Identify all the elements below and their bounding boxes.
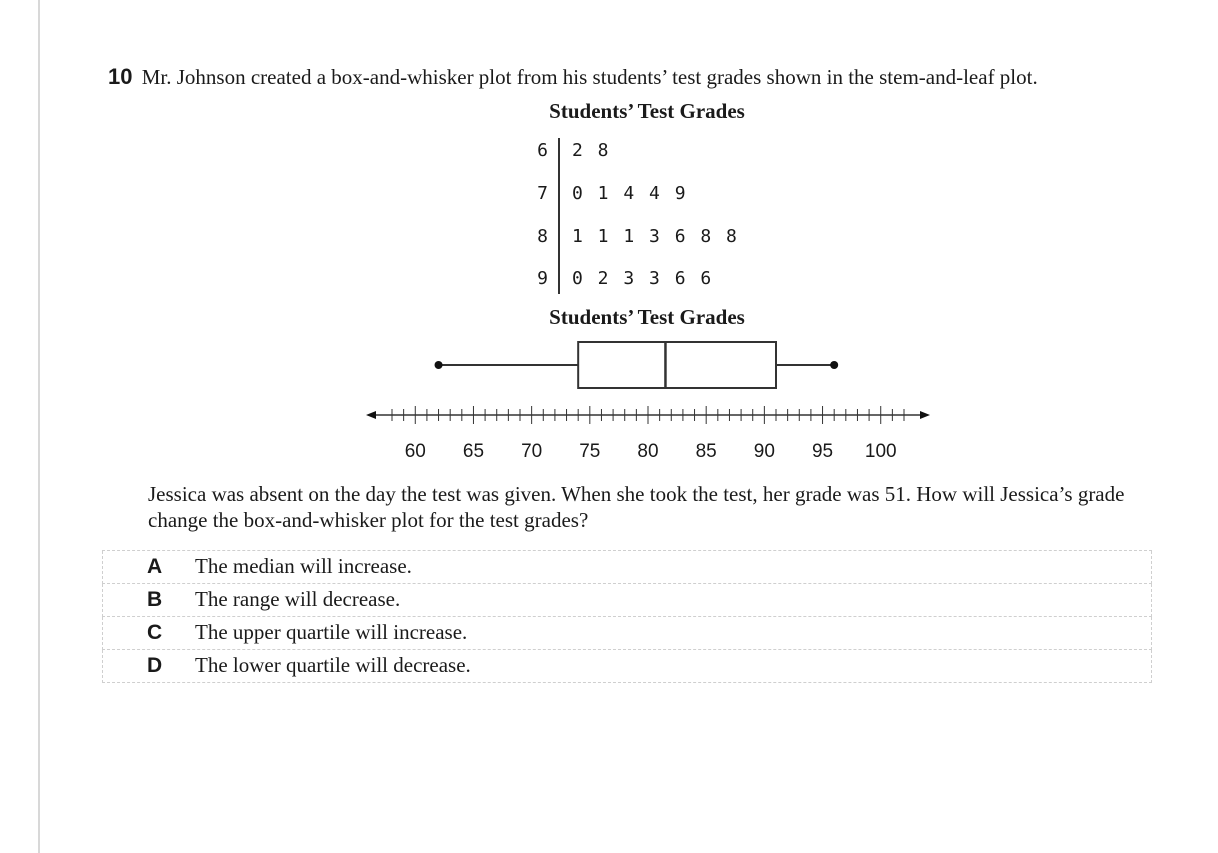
tick-label: 80 — [637, 441, 659, 462]
leaf-values: 0 1 4 4 9 — [572, 183, 688, 204]
stem-value: 6 — [537, 140, 548, 161]
question-number: 10 — [108, 64, 133, 89]
question-prompt: Jessica was absent on the day the test was given. When she took the test, her grade was 51. How will Jessica’s grade change the box-and-whisker plot for the test grades? — [148, 482, 1125, 532]
choice-c[interactable] — [102, 617, 1152, 650]
question-stem — [108, 63, 1188, 91]
stem-value: 8 — [537, 226, 548, 247]
choice-text: The upper quartile will increase. — [195, 620, 468, 644]
choice-b[interactable] — [102, 584, 1152, 617]
minimum-point — [435, 361, 443, 369]
choice-letter: C — [147, 621, 163, 644]
leaf-values: 1 1 1 3 6 8 8 — [572, 226, 739, 247]
axis-right-arrow — [920, 411, 930, 419]
question-text: Mr. Johnson created a box-and-whisker plot from his students’ test grades shown in the stem-and-leaf plot. — [141, 65, 1038, 89]
choice-a[interactable] — [102, 551, 1152, 584]
choice-text: The median will increase. — [195, 554, 412, 578]
axis-left-arrow — [366, 411, 376, 419]
tick-label: 95 — [811, 441, 834, 462]
tick-label: 70 — [521, 441, 543, 462]
left-margin-rule — [38, 0, 40, 853]
box-and-whisker-plot — [360, 330, 940, 470]
tick-label: 100 — [864, 441, 897, 462]
choice-d[interactable] — [102, 650, 1152, 683]
choice-letter: B — [147, 588, 163, 611]
leaf-values: 0 2 3 3 6 6 — [572, 268, 714, 289]
interquartile-box — [578, 342, 776, 388]
axis-tick-labels — [405, 441, 897, 462]
tick-label: 90 — [753, 441, 775, 462]
choice-letter: D — [147, 654, 163, 677]
tick-label: 85 — [695, 441, 717, 462]
answer-choices — [102, 550, 1152, 683]
stem-leaf-title: Students’ Test Grades — [549, 99, 745, 123]
stem-value: 9 — [537, 268, 548, 289]
stem-value: 7 — [537, 183, 548, 204]
choice-text: The lower quartile will decrease. — [195, 653, 471, 677]
stem-leaf-divider — [558, 138, 560, 294]
tick-label: 75 — [579, 441, 601, 462]
choice-text: The range will decrease. — [195, 587, 401, 611]
leaf-values: 2 8 — [572, 140, 611, 161]
box-plot-title: Students’ Test Grades — [549, 305, 745, 329]
choice-letter: A — [147, 555, 163, 578]
tick-label: 60 — [404, 441, 426, 462]
maximum-point — [830, 361, 838, 369]
tick-label: 65 — [462, 441, 485, 462]
